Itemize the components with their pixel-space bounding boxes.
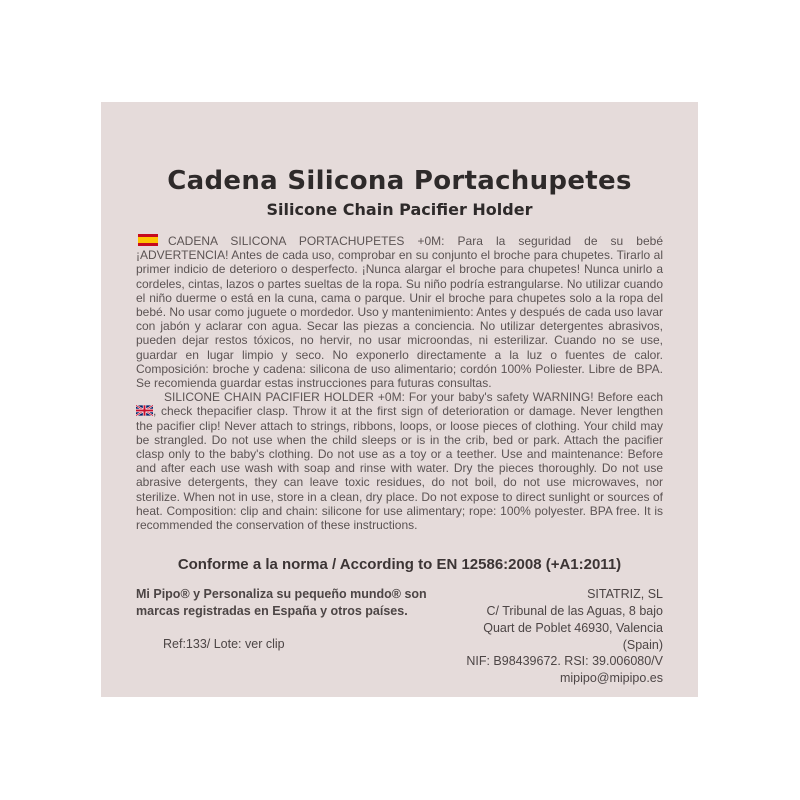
instructions-block (136, 234, 663, 532)
product-subtitle: Silicone Chain Pacifier Holder (266, 200, 533, 219)
spain-flag-icon (138, 234, 158, 246)
company-address-line1: C/ Tribunal de las Aguas, 8 bajo (486, 604, 663, 619)
standard-compliance-line: Conforme a la norma / According to EN 12586:2008 (+A1:2011) (177, 556, 622, 574)
uk-flag-icon (136, 405, 153, 416)
ref-lot-line: Ref:133/ Lote: ver clip (163, 637, 285, 652)
product-title: Cadena Silicona Portachupetes (167, 166, 632, 196)
footer-left-column (136, 586, 454, 687)
trademark-note: Mi Pipo® y Personaliza su pequeño mundo® son marcas registradas en España y otros países. (136, 587, 427, 618)
english-instructions-text-before-flag: SILICONE CHAIN PACIFIER HOLDER +0M: For your baby's safety WARNING! Before each (164, 390, 663, 405)
company-registration: NIF: B98439672. RSI: 39.006080/V (466, 654, 663, 669)
company-email: mipipo@mipipo.es (559, 671, 663, 686)
company-info-block (454, 586, 663, 687)
company-name: SITATRIZ, SL (587, 587, 663, 602)
english-instructions (136, 390, 663, 532)
spanish-instructions (136, 234, 663, 390)
company-address-line2: Quart de Poblet 46930, Valencia (Spain) (483, 620, 663, 652)
english-instructions-text-after-flag: , check thepacifier clasp. Throw it at the first sign of deterioration or damage. Never lengthen the pacifier clip! Never attach to strings, ribbons, loops, or loose pieces of clothing. Your child may be strangled. Do not use when the child sleeps or is in the crib, bed or park. Attach the pacifier clasp only to the baby's clothing. Do not use as a toy or a teether. Use and maintenance: Before and after each use wash with soap and rinse with water. Dry the pieces thoroughly. Do not use abrasive detergents, they can leave toxic residues, do not boil, do not use microwaves, nor sterilize. When not in use, store in a clean, dry place. Do not expose to direct sunlight or sources of heat. Composition: clip and chain: silicone for use alimentary; rope: 100% polyester. BPA free. It is recommended the conservation of these instructions. (136, 404, 663, 533)
label-footer (136, 586, 663, 687)
spanish-instructions-text: CADENA SILICONA PORTACHUPETES +0M: Para la seguridad de su bebé ¡ADVERTENCIA! Antes de cada uso, comprobar en su conjunto el broche para chupetes. Tirarlo al primer indicio de deterioro o desperfecto. ¡Nunca alargar el broche para chupetes! Nunca unirlo a cordeles, cintas, lazos o partes sueltas de la ropa. Su niño podría estrangularse. No utilizar cuando el niño duerme o está en la cuna, cama o parque. Unir el broche para chupetes solo a la ropa del bebé. No usar como juguete o mordedor. Uso y mantenimiento: Antes y después de cada uso lavar con jabón y aclarar con agua. Secar las piezas a conciencia. No utilizar detergentes abrasivos, pueden dejar restos tóxicos, no hervir, no usar microondas, ni esterilizar. Cuando no se use, guardar en lugar limpio y seco. No exponerlo directamente a la luz o fuentes de calor. Composición: broche y cadena: silicona de uso alimentario; cordón 100% Poliester. Libre de BPA. Se recomienda guardar estas instrucciones para futuras consultas. (136, 234, 663, 391)
product-label-card (101, 102, 698, 697)
